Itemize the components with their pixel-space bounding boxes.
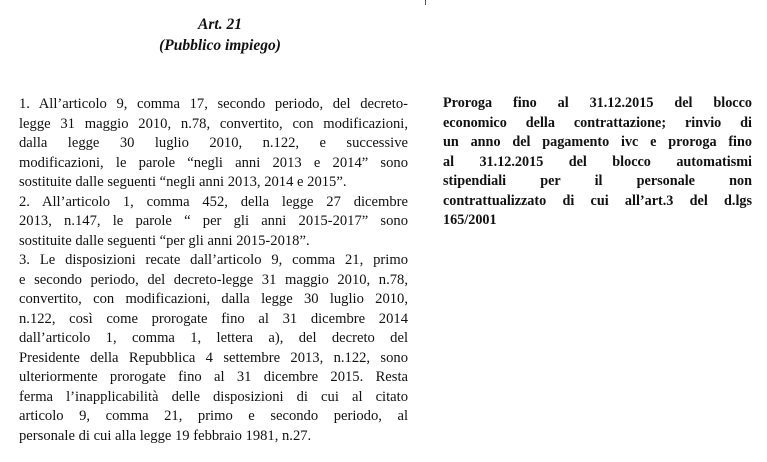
summary-text-line: 165/2001	[443, 212, 497, 228]
body-text-line: 2. All’articolo 1, comma 452, della legge 27 dicembre	[19, 193, 408, 210]
article-number: Art. 21	[198, 16, 242, 33]
page-edge-mark	[425, 0, 426, 5]
summary-text-line: economico della contrattazione; rinvio di	[443, 114, 752, 131]
body-text-line: Presidente della Repubblica 4 settembre 2013, n.122, sono	[19, 349, 408, 366]
body-text-line: convertito, con modificazioni, dalla legge 30 luglio 2010,	[19, 291, 408, 307]
body-text-line: modificazioni, le parole “negli anni 2013 e 2014” sono	[19, 154, 408, 171]
summary-text-line: stipendiali per il personale non	[443, 173, 752, 189]
summary-text-line: un anno del pagamento ivc e proroga fino	[443, 134, 752, 150]
article-summary	[443, 94, 752, 231]
body-text-line: dall’articolo 1, comma 1, lettera a), del decreto del	[19, 330, 408, 346]
article-title: (Pubblico impiego)	[159, 37, 281, 54]
body-text-line: legge 31 maggio 2010, n.78, convertito, con modificazioni,	[19, 115, 408, 132]
body-text-line: n.122, così come prorogate fino al 31 dicembre 2014	[19, 310, 408, 327]
summary-text-line: Proroga fino al 31.12.2015 del blocco	[443, 95, 752, 111]
body-text-line: e secondo periodo, del decreto-legge 31 maggio 2010, n.78,	[19, 271, 408, 288]
body-text-line: ferma l’inapplicabilità delle disposizioni di cui al citato	[19, 388, 408, 405]
summary-text-line: al 31.12.2015 del blocco automatismi	[443, 153, 752, 170]
body-text-line: articolo 9, comma 21, primo e secondo periodo, al	[19, 408, 408, 424]
body-text-line: sostituite dalle seguenti “negli anni 2013, 2014 e 2015”.	[19, 174, 347, 190]
body-text-line: 2013, n.147, le parole “ per gli anni 2015-2017” sono	[19, 213, 408, 229]
article-body	[19, 95, 408, 446]
body-text-line: 3. Le disposizioni recate dall’articolo 9, comma 21, primo	[19, 252, 408, 268]
body-text-line: personale di cui alla legge 19 febbraio 1981, n.27.	[19, 427, 312, 444]
body-text-line: ulteriormente prorogate fino al 31 dicembre 2015. Resta	[19, 369, 408, 385]
body-text-line: dalla legge 30 luglio 2010, n.122, e successive	[19, 135, 408, 151]
summary-text-line: contrattualizzato di cui all’art.3 del d.lgs	[443, 192, 752, 209]
body-text-line: sostituite dalle seguenti “per gli anni 2015-2018”.	[19, 232, 310, 249]
body-text-line: 1. All’articolo 9, comma 17, secondo periodo, del decreto-	[19, 96, 408, 112]
